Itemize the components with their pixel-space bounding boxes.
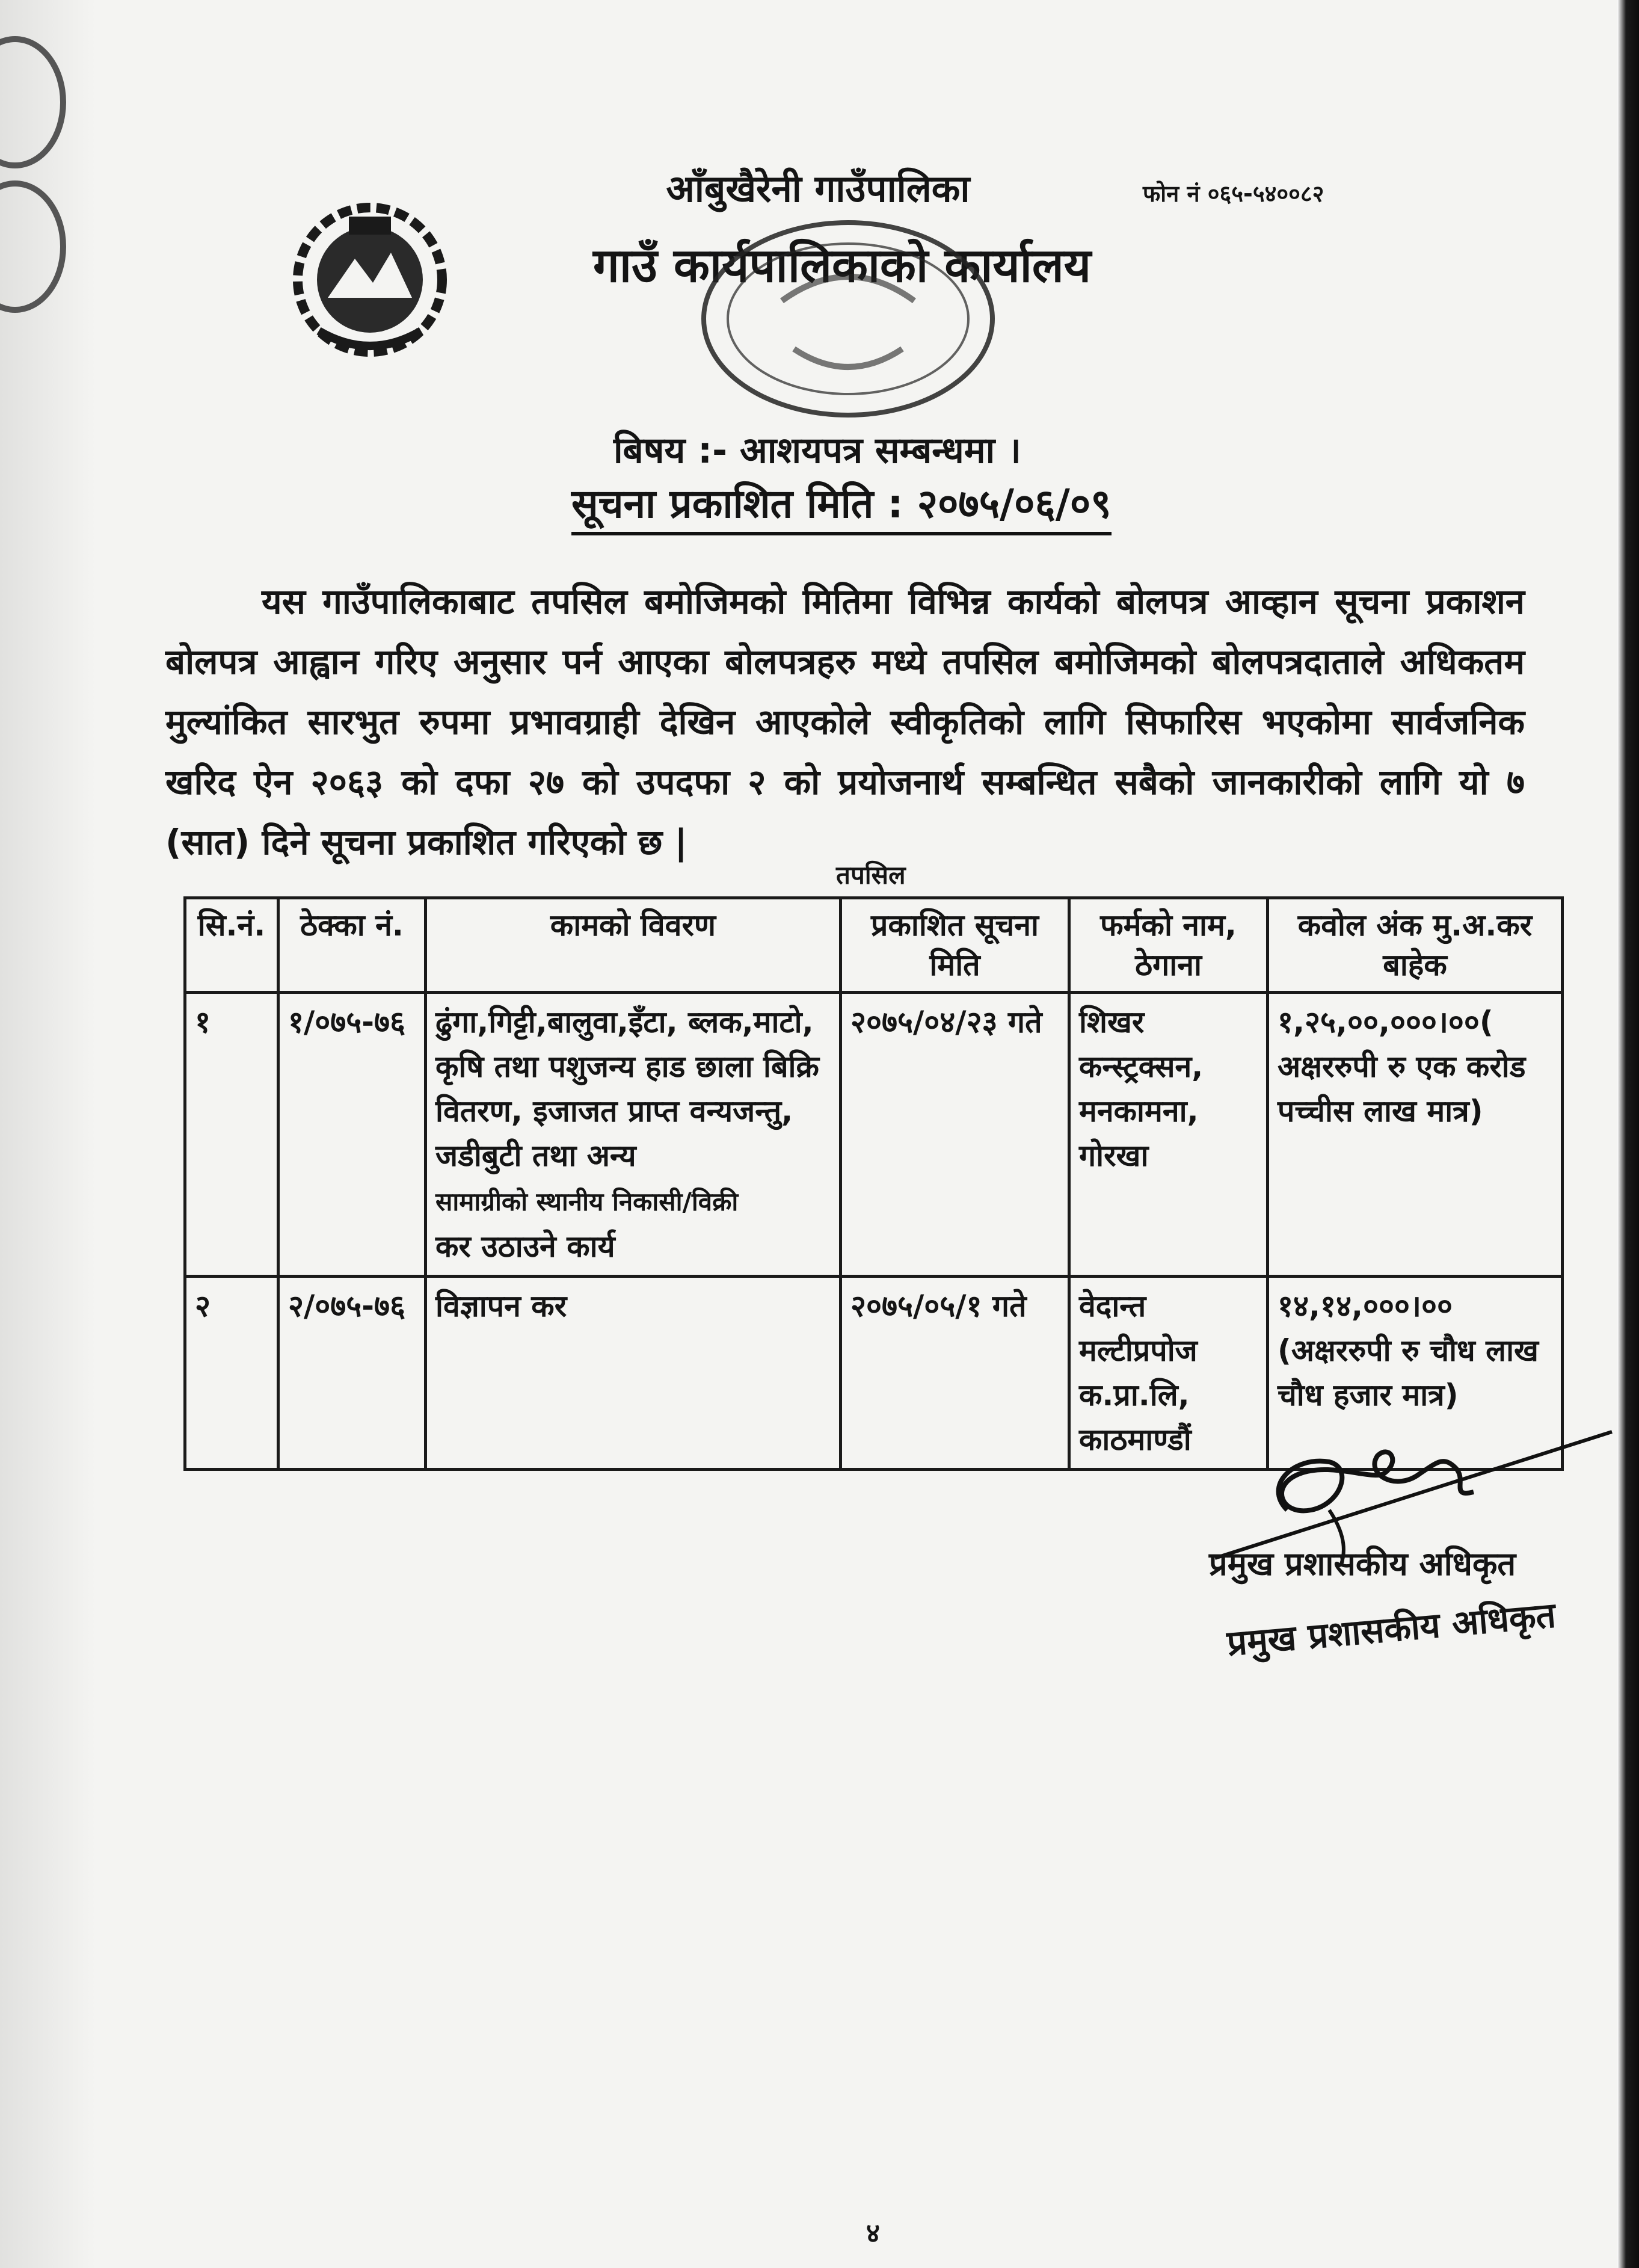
cell-description: विज्ञापन कर [426, 1277, 841, 1470]
cell-description [426, 993, 841, 1277]
office-stamp [692, 211, 1004, 427]
ministry-name: आँबुखैरेनी गाउँपालिका [666, 167, 970, 211]
cell-date: २०७५/०४/२३ गते [841, 993, 1069, 1277]
table-row [185, 993, 1563, 1277]
description-text-end: कर उठाउने कार्य [435, 1229, 615, 1264]
cell-firm: शिखर कन्स्ट्रक्सन, मनकामना, गोरखा [1069, 993, 1268, 1277]
cell-contract-no: २/०७५-७६ [278, 1277, 426, 1470]
cell-sn: २ [185, 1277, 278, 1470]
nepal-emblem-icon [283, 193, 457, 367]
cell-amount: १४,१४,०००।०० (अक्षररुपी रु चौध लाख चौध हजार मात्र) [1268, 1277, 1563, 1470]
cell-amount: १,२५,००,०००।००( अक्षररुपी रु एक करोड पच्चीस लाख मात्र) [1268, 993, 1563, 1277]
header-contract-no: ठेक्का नं. [278, 898, 426, 993]
notice-body: यस गाउँपालिकाबाट तपसिल बमोजिमको मितिमा विभिन्न कार्यको बोलपत्र आव्हान सूचना प्रकाशन बोलपत्र आह्वान गरिए अनुसार पर्न आएका बोलपत्रहरु मध्ये तपसिल बमोजिमको बोलपत्रदाताले अधिकतम मुल्यांकित सारभुत रुपमा प्रभावग्राही देखिन आएकोले स्वीकृतिको लागि सिफारिस भएकोमा सार्वजनिक खरिद ऐन २०६३ को दफा २७ को उपदफा २ को प्रयोजनार्थ सम्बन्धित सबैको जानकारीको लागि यो ७ (सात) दिने सूचना प्रकाशित गरिएको छ | [165, 581, 1525, 863]
published-date: सूचना प्रकाशित मिति : २०७५/०६/०९ [571, 475, 1112, 535]
description-text-small: सामाग्रीको स्थानीय निकासी/विक्री [435, 1187, 739, 1216]
page-number: ४ [866, 2218, 880, 2249]
header-amount: कवोल अंक मु.अ.कर बाहेक [1268, 898, 1563, 993]
header-published-date: प्रकाशित सूचना मिति [841, 898, 1069, 993]
bid-table [183, 896, 1564, 1471]
page-edge [1617, 0, 1639, 2268]
cell-contract-no: १/०७५-७६ [278, 993, 426, 1277]
signatory-stamp-title: प्रमुख प्रशासकीय अधिकृत [1225, 1594, 1558, 1664]
office-name: गाउँ कार्यपालिकाको कार्यालय [593, 239, 1091, 293]
cell-date: २०७५/०५/१ गते [841, 1277, 1069, 1470]
header-description: कामको विवरण [426, 898, 841, 993]
cell-sn: १ [185, 993, 278, 1277]
subject-line: बिषय :- आशयपत्र सम्बन्धमा । [613, 430, 1021, 472]
phone-number: फोन नं ०६५-५४००८२ [1143, 180, 1324, 207]
paper-shadow [0, 0, 96, 2268]
table-caption: तपसिल [836, 860, 906, 890]
description-text: ढुंगा,गिट्टी,बालुवा,इँटा, ब्लक,माटो, कृषि तथा पशुजन्य हाड छाला बिक्रि वितरण, इजाजत प्राप्त वन्यजन्तु, जडीबुटी तथा अन्य [435, 1005, 819, 1173]
header-sn: सि.नं. [185, 898, 278, 993]
cell-firm: वेदान्त मल्टीप्रपोज क.प्रा.लि, काठमाण्डौं [1069, 1277, 1268, 1470]
signatory-title: प्रमुख प्रशासकीय अधिकृत [1209, 1545, 1516, 1583]
header-firm: फर्मको नाम, ठेगाना [1069, 898, 1268, 993]
table-header-row [185, 898, 1563, 993]
